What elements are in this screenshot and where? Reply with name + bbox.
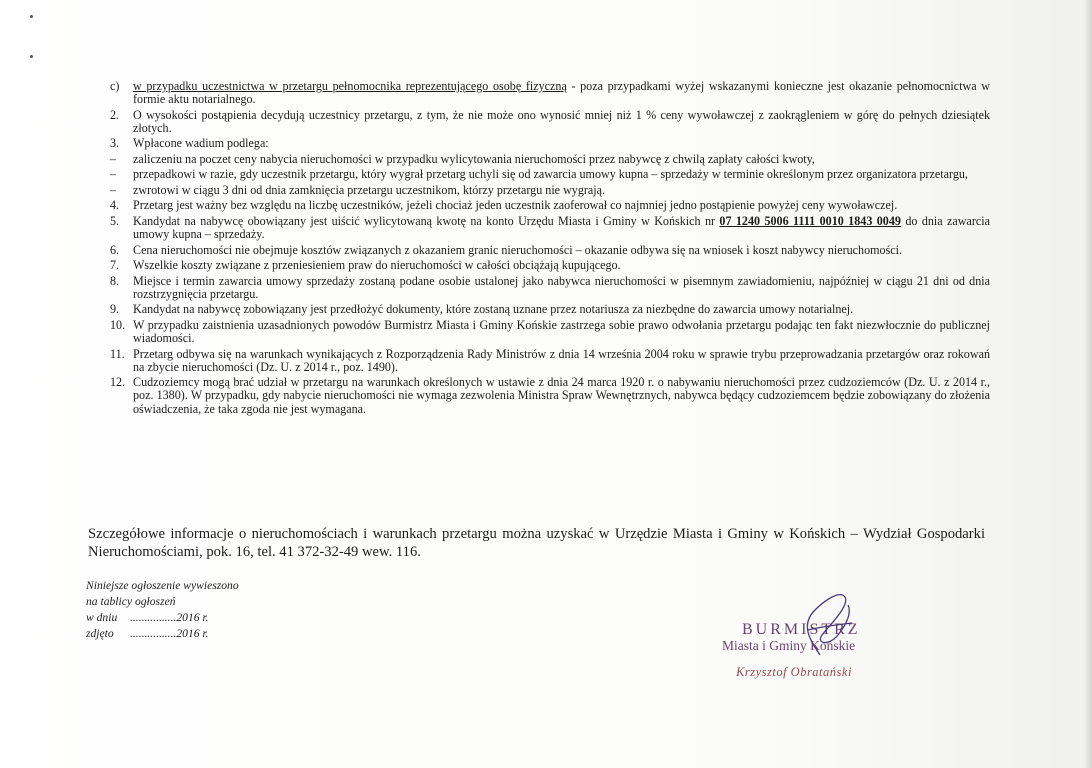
stamp-title: BURMISTRZ bbox=[742, 621, 861, 638]
posted-date-label: w dniu bbox=[86, 611, 118, 624]
item-text: Kandydat na nabywcę obowiązany jest uiścić wylicytowaną kwotę na konto Urzędu Miasta i Gminy w Końskich nr bbox=[133, 213, 720, 228]
list-item bbox=[110, 275, 990, 301]
list-item bbox=[110, 168, 990, 181]
stamp-name: Krzysztof Obratański bbox=[736, 665, 852, 679]
item-text: zaliczeniu na poczet ceny nabycia nieruchomości w przypadku wylicytowania nieruchomości przez nabywcę z chwilą zapłaty całości kwoty, bbox=[133, 151, 815, 166]
contact-info-paragraph: Szczegółowe informacje o nieruchomościach i warunkach przetargu można uzyskać w Urzędzie Miasta i Gminy w Końskich – Wydział Gospodarki Nieruchomościami, pok. 16, tel. 41 372-32-49 wew. 116. bbox=[88, 526, 985, 560]
item-marker: – bbox=[110, 182, 117, 197]
list-item bbox=[110, 319, 990, 345]
list-item bbox=[110, 80, 990, 106]
item-text: Cena nieruchomości nie obejmuje kosztów związanych z okazaniem granic nieruchomości – okazanie odbywa się na wniosek i koszt nabywcy nieruchomości. bbox=[133, 242, 903, 257]
item-marker: 8. bbox=[110, 273, 120, 288]
item-marker: 11. bbox=[110, 346, 125, 361]
posted-date-row bbox=[86, 610, 239, 626]
list-item bbox=[110, 199, 990, 212]
item-text: Przetarg odbywa się na warunkach wynikających z Rozporządzenia Rady Ministrów z dnia 14 września 2004 roku w sprawie trybu przeprowadzania przetargów oraz rokowań na zbycie nieruchomości (Dz. U. z 2014 r., poz. 1490). bbox=[133, 346, 990, 374]
item-text: O wysokości postąpienia decydują uczestnicy przetargu, z tym, że nie może ono wynosić mniej niż 1 % ceny wywoławczej z zaokrągleniem w górę do pełnych dziesiątek złotych. bbox=[133, 107, 990, 135]
list-item bbox=[110, 137, 990, 150]
item-marker: c) bbox=[110, 79, 120, 93]
list-item bbox=[110, 215, 990, 241]
item-marker: 10. bbox=[110, 317, 126, 332]
item-text: przepadkowi w razie, gdy uczestnik przetargu, który wygrał przetarg uchyli się od zawarcia umowy kupna – sprzedaży w terminie określonym przez organizatora przetargu, bbox=[133, 167, 968, 182]
posting-line: Niniejsze ogłoszenie wywieszono bbox=[86, 579, 239, 592]
item-marker: – bbox=[110, 151, 117, 166]
list-item bbox=[110, 244, 990, 257]
posting-notice bbox=[86, 578, 239, 642]
scan-dot bbox=[30, 15, 33, 18]
item-text: Przetarg jest ważny bez względu na liczbę uczestników, jeżeli chociaż jeden uczestnik zaoferował co najmniej jedno postąpienie powyżej ceny wywoławczej. bbox=[133, 198, 898, 213]
handwritten-signature bbox=[790, 585, 860, 660]
item-marker: – bbox=[110, 167, 117, 182]
item-text: Wpłacone wadium podlega: bbox=[133, 136, 269, 151]
item-marker: 2. bbox=[110, 107, 120, 122]
list-item bbox=[110, 153, 990, 166]
removed-date-row bbox=[86, 626, 239, 642]
conditions-list bbox=[110, 80, 990, 418]
list-item bbox=[110, 184, 990, 197]
item-text: Cudzoziemcy mogą brać udział w przetargu na warunkach określonych w ustawie z dnia 24 marca 1920 r. o nabywaniu nieruchomości przez cudzoziemców (Dz. U. z 2014 r., poz. 1380). W przypadku, gdy nabycie nieruchomości nie wymaga zezwolenia Ministra Spraw Wewnętrznych, nabywca będący cudzoziemcem będzie zobowiązany do złożenia oświadczenia, że taka zgoda nie jest wymagana. bbox=[133, 375, 990, 416]
item-marker: 9. bbox=[110, 302, 120, 317]
page-edge-shadow bbox=[1084, 0, 1092, 768]
posted-date-value: ................2016 r. bbox=[130, 611, 209, 624]
list-item bbox=[110, 376, 990, 416]
item-text: zwrotowi w ciągu 3 dni od dnia zamknięcia przetargu uczestnikom, którzy przetargu nie wygrają. bbox=[133, 182, 606, 197]
item-marker: 7. bbox=[110, 258, 120, 273]
removed-date-value: ................2016 r. bbox=[130, 627, 209, 640]
item-marker: 3. bbox=[110, 136, 120, 151]
item-marker: 5. bbox=[110, 213, 120, 228]
item-underlined-text: w przypadku uczestnictwa w przetargu pełnomocnika reprezentującego osobę fizyczną bbox=[133, 79, 567, 93]
item-marker: 6. bbox=[110, 242, 120, 257]
posting-line: na tablicy ogłoszeń bbox=[86, 595, 176, 608]
list-item bbox=[110, 348, 990, 374]
list-item bbox=[110, 259, 990, 272]
removed-date-label: zdjęto bbox=[86, 627, 114, 640]
item-text: W przypadku zaistnienia uzasadnionych powodów Burmistrz Miasta i Gminy Końskie zastrzega sobie prawo odwołania przetargu podając ten fakt niezwłocznie do publicznej wiadomości. bbox=[133, 317, 990, 346]
item-marker: 12. bbox=[110, 375, 126, 390]
item-text: Kandydat na nabywcę zobowiązany jest przedłożyć dokumenty, które zostaną uznane przez notariusza za niezbędne do zawarcia umowy notarialnej. bbox=[133, 302, 854, 317]
item-text: - poza przypadkami wyżej wskazanymi konieczne jest okazanie pełnomocnictwa w formie aktu notarialnego. bbox=[133, 79, 990, 107]
item-text: do dnia zawarcia umowy kupna – sprzedaży. bbox=[133, 213, 990, 242]
item-text: Wszelkie koszty związane z przeniesieniem praw do nieruchomości w całości obciążają kupującego. bbox=[133, 258, 621, 273]
list-item bbox=[110, 303, 990, 316]
item-text: Miejsce i termin zawarcia umowy sprzedaży zostaną podane osobie ustalonej jako nabywca nieruchomości w pisemnym zawiadomieniu, najpóźniej w ciągu 21 dni od dnia rozstrzygnięcia przetargu. bbox=[133, 273, 990, 301]
item-marker: 4. bbox=[110, 198, 120, 213]
scan-dot bbox=[30, 55, 33, 58]
list-item bbox=[110, 109, 990, 135]
bank-account-number: 07 1240 5006 1111 0010 1843 0049 bbox=[719, 213, 901, 228]
stamp-office: Miasta i Gminy Końskie bbox=[722, 638, 856, 653]
